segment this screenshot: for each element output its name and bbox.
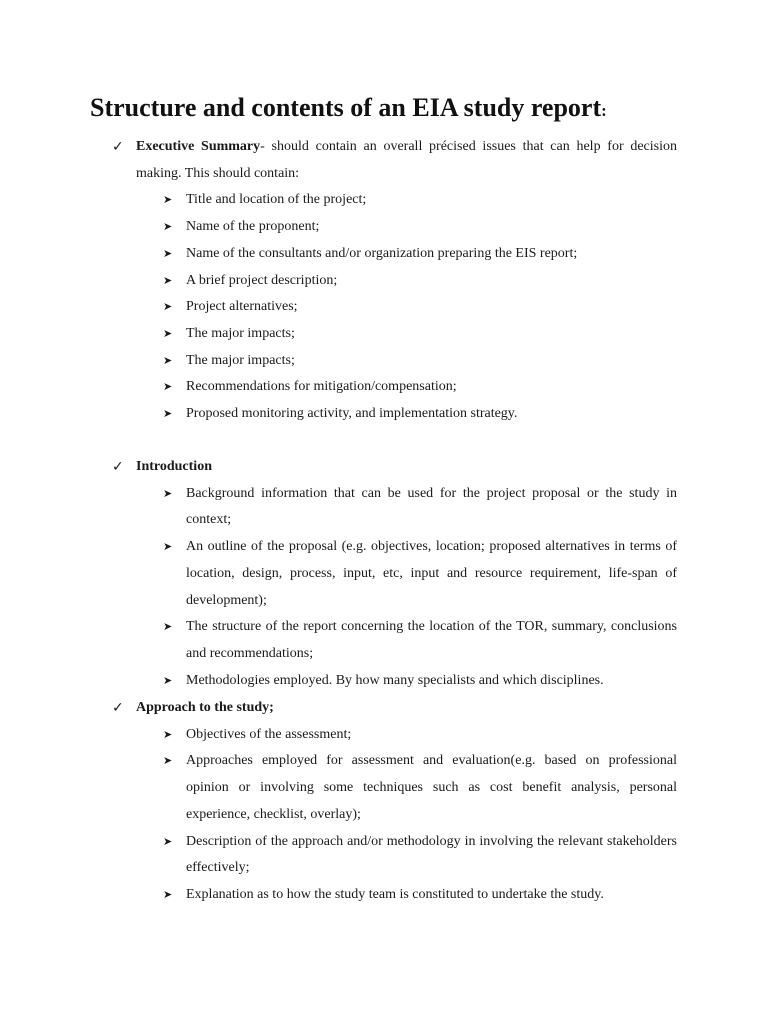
arrow-bullet-icon: ➤ — [163, 620, 173, 634]
arrow-bullet-icon: ➤ — [163, 326, 173, 340]
list-item — [0, 668, 768, 695]
section-introduction — [0, 454, 768, 694]
arrow-bullet-icon: ➤ — [163, 220, 173, 234]
list-item — [0, 401, 768, 428]
list-item — [0, 374, 768, 401]
list-item — [0, 722, 768, 749]
list-item-text: Name of the proponent; — [186, 219, 320, 235]
arrow-bullet-icon: ➤ — [163, 887, 173, 901]
arrow-bullet-icon: ➤ — [163, 754, 173, 768]
list-item-text: Methodologies employed. By how many specialists and which disciplines. — [186, 672, 604, 688]
section-heading — [0, 695, 768, 722]
list-item-text: Description of the approach and/or methodology in involving the relevant stakeholders effectively; — [186, 833, 677, 876]
list-item — [0, 241, 768, 268]
check-mark-icon: ✓ — [112, 700, 124, 716]
list-item-text: Approaches employed for assessment and evaluation(e.g. based on professional opinion or involving some techniques such as cost benefit analysis, personal experience, checklist, overlay); — [186, 753, 677, 822]
list-item — [0, 534, 768, 614]
list-item — [0, 614, 768, 667]
arrow-bullet-icon: ➤ — [163, 407, 173, 421]
list-item-text: An outline of the proposal (e.g. objectives, location; proposed alternatives in terms of location, design, process, input, etc, input and resource requirement, life-span of development); — [186, 539, 677, 608]
list-item — [0, 321, 768, 348]
arrow-bullet-icon: ➤ — [163, 673, 173, 687]
arrow-bullet-icon: ➤ — [163, 834, 173, 848]
arrow-bullet-icon: ➤ — [163, 246, 173, 260]
section-heading-title: Executive Summary — [136, 139, 261, 154]
list-item-text: The major impacts; — [186, 325, 295, 341]
arrow-bullet-icon: ➤ — [163, 353, 173, 367]
section-heading-title: Approach to the study; — [136, 700, 274, 715]
section-heading-title: Introduction — [136, 459, 212, 474]
list-item-text: Proposed monitoring activity, and implementation strategy. — [186, 406, 518, 422]
bullet-list — [0, 187, 768, 427]
list-item — [0, 829, 768, 882]
arrow-bullet-icon: ➤ — [163, 300, 173, 314]
arrow-bullet-icon: ➤ — [163, 380, 173, 394]
bullet-list — [0, 722, 768, 909]
title-text: Structure and contents of an EIA study report — [90, 93, 602, 122]
page-title — [90, 90, 690, 129]
list-item — [0, 748, 768, 828]
bullet-list — [0, 481, 768, 695]
list-item — [0, 187, 768, 214]
arrow-bullet-icon: ➤ — [163, 273, 173, 287]
arrow-bullet-icon: ➤ — [163, 540, 173, 554]
list-item-text: Title and location of the project; — [186, 192, 367, 208]
arrow-bullet-icon: ➤ — [163, 486, 173, 500]
list-item-text: Recommendations for mitigation/compensation; — [186, 379, 457, 395]
list-item-text: Background information that can be used for the project proposal or the study in context; — [186, 485, 677, 528]
section-executive-summary — [0, 134, 768, 428]
list-item — [0, 882, 768, 909]
list-item-text: Project alternatives; — [186, 299, 298, 315]
check-mark-icon: ✓ — [112, 139, 124, 155]
list-item-text: The major impacts; — [186, 352, 295, 368]
list-item — [0, 348, 768, 375]
list-item-text: Explanation as to how the study team is constituted to undertake the study. — [186, 886, 604, 902]
list-item-text: Name of the consultants and/or organization preparing the EIS report; — [186, 245, 578, 261]
title-colon: : — [601, 101, 607, 120]
list-item — [0, 214, 768, 241]
list-item — [0, 294, 768, 321]
check-mark-icon: ✓ — [112, 459, 124, 475]
list-item-text: A brief project description; — [186, 272, 338, 288]
section-heading-description: - should contain an overall précised issues that can help for decision making. This should contain: — [136, 139, 677, 181]
section-approach — [0, 695, 768, 909]
arrow-bullet-icon: ➤ — [163, 727, 173, 741]
section-heading — [0, 454, 768, 481]
list-item — [0, 481, 768, 534]
list-item-text: The structure of the report concerning the location of the TOR, summary, conclusions and recommendations; — [186, 619, 677, 661]
arrow-bullet-icon: ➤ — [163, 193, 173, 207]
list-item-text: Objectives of the assessment; — [186, 726, 352, 742]
section-heading — [0, 134, 768, 187]
list-item — [0, 268, 768, 295]
